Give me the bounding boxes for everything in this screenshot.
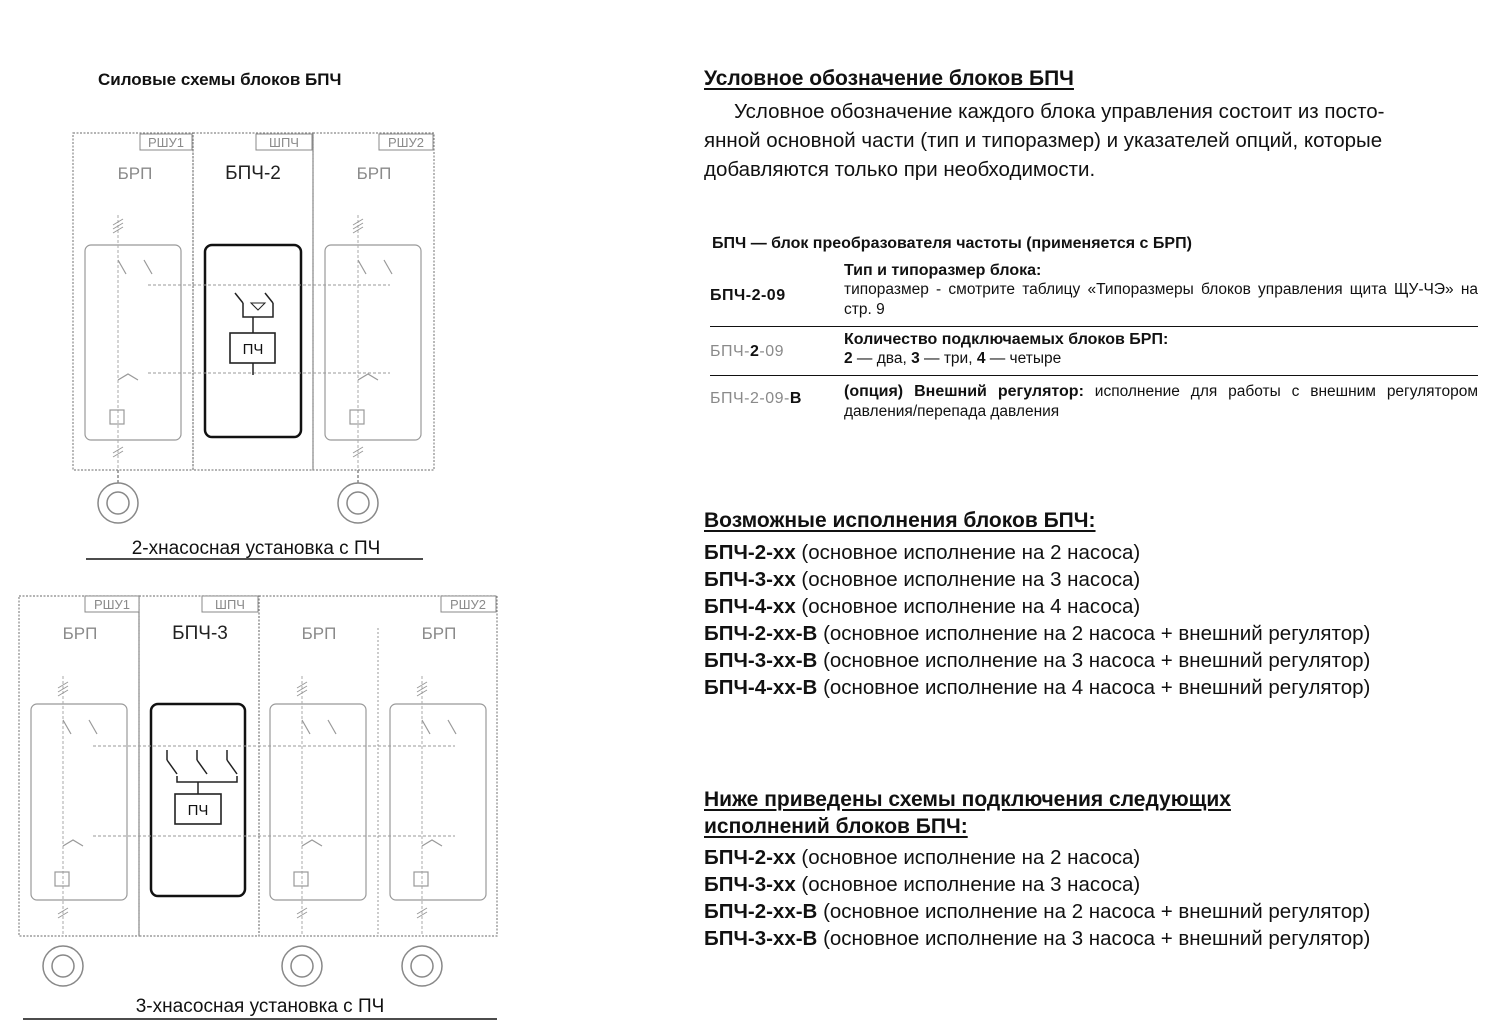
scheme-item: БПЧ-3-хх (основное исполнение на 3 насоса) <box>704 873 1141 896</box>
legend-row-count <box>710 327 1478 376</box>
legend-row2-t3: — три, <box>919 350 977 367</box>
paragraph-line-2: янной основной части (тип и типоразмер) и указателей опций, которые <box>704 129 1383 152</box>
diagram2-bpch-block <box>151 704 245 896</box>
variants-list <box>704 539 1370 701</box>
schemes-title-line-2: исполнений блоков БПЧ: <box>704 815 968 838</box>
diagram1-tag-shpch: ШПЧ <box>269 135 299 150</box>
legend-table <box>710 262 1478 422</box>
diagram1-tag-rshu2: РШУ2 <box>387 135 425 150</box>
designation-paragraph <box>704 97 1484 184</box>
legend-row2-v4: 4 <box>976 350 986 367</box>
designation-section-title: Условное обозначение блоков БПЧ <box>704 67 1074 90</box>
diagram2-tag-rshu1: РШУ1 <box>93 597 131 612</box>
legend-row2-text <box>844 349 1478 369</box>
diagram1-header-bpch: БПЧ-2 <box>225 163 281 184</box>
scheme-item: БПЧ-2-хх-В (основное исполнение на 2 насоса + внешний регулятор) <box>704 900 1371 923</box>
schemes-section-title <box>704 786 1231 840</box>
paragraph-line-1: Условное обозначение каждого блока управления состоит из посто- <box>734 100 1385 123</box>
power-scheme-diagram-2pump <box>60 125 450 565</box>
variant-item: БПЧ-4-хх-В (основное исполнение на 4 насоса + внешний регулятор) <box>704 676 1371 699</box>
variant-item: БПЧ-2-хх (основное исполнение на 2 насоса) <box>704 541 1141 564</box>
schemes-list <box>704 844 1370 952</box>
diagram1-header-brp-right: БРП <box>356 164 392 183</box>
variant-item: БПЧ-3-хх (основное исполнение на 3 насоса) <box>704 568 1141 591</box>
diagram1-caption: 2-хнасосная установка с ПЧ <box>131 538 381 559</box>
legend-row1-code-prefix: БПЧ-2- <box>710 287 767 304</box>
legend-row2-t4: — четыре <box>985 350 1062 367</box>
legend-row-option <box>710 376 1478 423</box>
variant-item: БПЧ-2-хх-В (основное исполнение на 2 насоса + внешний регулятор) <box>704 622 1371 645</box>
legend-row2-code-prefix: БПЧ- <box>710 343 750 360</box>
variant-item: БПЧ-4-хх (основное исполнение на 4 насоса) <box>704 595 1141 618</box>
legend-row2-t2: — два, <box>852 350 912 367</box>
legend-row-type <box>710 262 1478 327</box>
legend-row1-title: Тип и типоразмер блока: <box>844 262 1042 279</box>
legend-row1-code-highlight: 09 <box>766 287 786 304</box>
diagram2-tag-shpch: ШПЧ <box>215 597 245 612</box>
scheme-item: БПЧ-2-хх (основное исполнение на 2 насоса) <box>704 846 1141 869</box>
legend-row2-code-suffix: -09 <box>759 343 785 360</box>
paragraph-line-3: добавляются только при необходимости. <box>704 158 1096 181</box>
legend-row2-title: Количество подключаемых блоков БРП: <box>844 331 1169 348</box>
legend-row3-title: (опция) Внешний регулятор: <box>844 383 1084 400</box>
power-scheme-diagram-3pump <box>15 588 505 1028</box>
diagram2-header-bpch: БПЧ-3 <box>172 623 228 644</box>
legend-row2-v2: 2 <box>844 350 853 367</box>
diagram1-pch-label: ПЧ <box>242 341 264 358</box>
diagram1-header-brp-left: БРП <box>117 164 153 183</box>
diagram2-header-brp-1: БРП <box>62 624 98 643</box>
scheme-item: БПЧ-3-хх-В (основное исполнение на 3 насоса + внешний регулятор) <box>704 927 1371 950</box>
legend-row3-text: исполнение для работы с внешним регулятором давления/перепада давления <box>844 383 1478 420</box>
legend-row2-v3: 3 <box>911 350 920 367</box>
schemes-title-line-1: Ниже приведены схемы подключения следующих <box>704 788 1231 811</box>
diagram2-pch-label: ПЧ <box>187 802 209 819</box>
diagram2-caption: 3-хнасосная установка с ПЧ <box>135 996 385 1017</box>
left-section-title: Силовые схемы блоков БПЧ <box>98 70 342 89</box>
diagram2-tag-rshu2: РШУ2 <box>449 597 487 612</box>
variant-item: БПЧ-3-хх-В (основное исполнение на 3 насоса + внешний регулятор) <box>704 649 1371 672</box>
diagram2-header-brp-3: БРП <box>421 624 457 643</box>
legend-row2-code-highlight: 2 <box>750 343 760 360</box>
variants-section-title: Возможные исполнения блоков БПЧ: <box>704 509 1096 532</box>
legend-header: БПЧ — блок преобразователя частоты (применяется с БРП) <box>712 235 1192 252</box>
legend-row1-text: типоразмер - смотрите таблицу «Типоразмеры блоков управления щита ЩУ-ЧЭ» на стр. 9 <box>844 281 1478 318</box>
legend-row3-code-prefix: БПЧ-2-09- <box>710 390 790 407</box>
diagram2-header-brp-2: БРП <box>301 624 337 643</box>
legend-row3-code-highlight: В <box>789 390 802 407</box>
diagram1-tag-rshu1: РШУ1 <box>147 135 185 150</box>
